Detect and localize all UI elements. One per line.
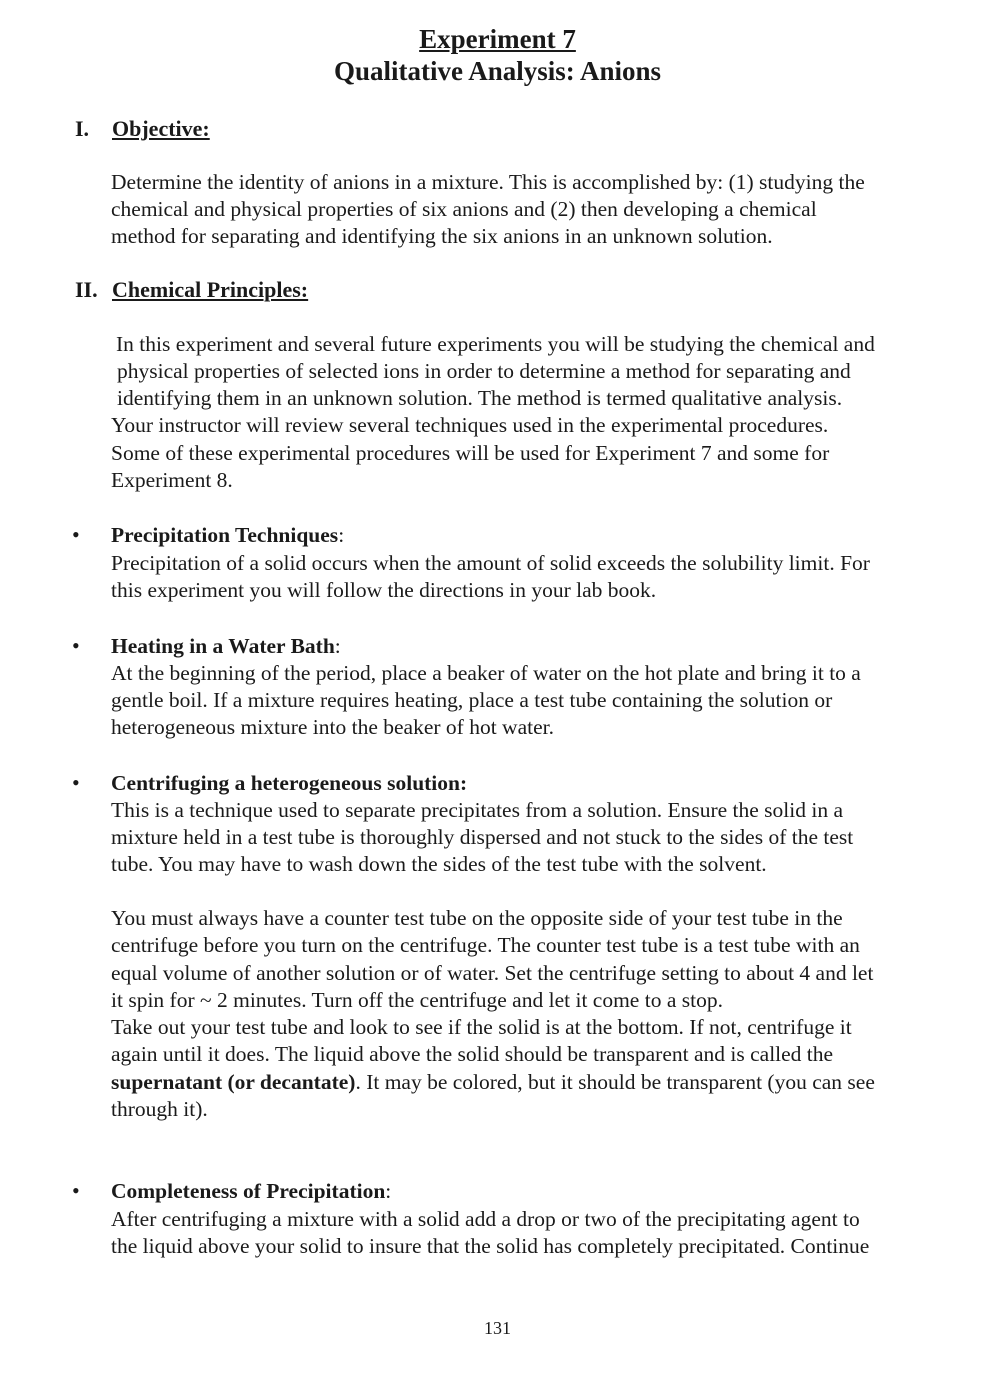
bullet-line: gentle boil. If a mixture requires heating, place a test tube containing the solution or — [111, 688, 833, 712]
bullet-line: Take out your test tube and look to see if the solid is at the bottom. If not, centrifuge it — [111, 1015, 852, 1039]
bullet-line: tube. You may have to wash down the sides of the test tube with the solvent. — [111, 852, 767, 876]
bullet-marker: • — [72, 1178, 80, 1203]
principles-line: physical properties of selected ions in order to determine a method for separating and — [117, 359, 851, 383]
bullet-heading-centrifuging: Centrifuging a heterogeneous solution: — [111, 771, 468, 795]
bullet-line: through it). — [111, 1097, 208, 1121]
bullet-heading-precipitation: Precipitation Techniques: — [111, 523, 345, 547]
principles-line: Your instructor will review several techniques used in the experimental procedures. — [111, 413, 829, 437]
objective-line: method for separating and identifying the six anions in an unknown solution. — [111, 224, 773, 248]
bullet-heading-completeness: Completeness of Precipitation: — [111, 1179, 392, 1203]
page-number: 131 — [484, 1318, 511, 1338]
page-title: Experiment 7 — [419, 24, 576, 54]
bold-term-supernatant: supernatant (or decantate) — [111, 1070, 356, 1094]
bullet-line: heterogeneous mixture into the beaker of hot water. — [111, 715, 554, 739]
bullet-line: this experiment you will follow the directions in your lab book. — [111, 578, 657, 602]
bullet-line: supernatant (or decantate). It may be colored, but it should be transparent (you can see — [111, 1070, 875, 1094]
bullet-line: After centrifuging a mixture with a solid add a drop or two of the precipitating agent to — [111, 1207, 860, 1231]
bullet-marker: • — [72, 633, 80, 658]
page-subtitle: Qualitative Analysis: Anions — [333, 56, 662, 86]
principles-line: In this experiment and several future experiments you will be studying the chemical and — [116, 332, 875, 356]
bullet-line: At the beginning of the period, place a beaker of water on the hot plate and bring it to a — [111, 661, 861, 685]
bullet-line: This is a technique used to separate precipitates from a solution. Ensure the solid in a — [111, 798, 843, 822]
principles-line: Experiment 8. — [111, 468, 233, 492]
section-heading-objective: I. Objective: — [75, 116, 210, 141]
bullet-line: Precipitation of a solid occurs when the amount of solid exceeds the solubility limit. For — [111, 551, 870, 575]
section-heading-principles: II. Chemical Principles: — [75, 277, 309, 302]
objective-line: Determine the identity of anions in a mixture. This is accomplished by: (1) studying the — [111, 170, 865, 194]
principles-line: Some of these experimental procedures will be used for Experiment 7 and some for — [111, 441, 830, 465]
bullet-marker: • — [72, 770, 80, 795]
principles-line: identifying them in an unknown solution. The method is termed qualitative analysis. — [117, 386, 843, 410]
bullet-line: centrifuge before you turn on the centrifuge. The counter test tube is a test tube with an — [111, 933, 860, 957]
bullet-line: again until it does. The liquid above the solid should be transparent and is called the — [111, 1042, 834, 1066]
bullet-marker: • — [72, 522, 80, 547]
bullet-heading-water-bath: Heating in a Water Bath: — [111, 634, 341, 658]
bullet-line: equal volume of another solution or of water. Set the centrifuge setting to about 4 and let — [111, 961, 874, 985]
bullet-line: the liquid above your solid to insure that the solid has completely precipitated. Continue — [111, 1234, 870, 1258]
objective-line: chemical and physical properties of six anions and (2) then developing a chemical — [111, 197, 817, 221]
bullet-line: You must always have a counter test tube on the opposite side of your test tube in the — [111, 906, 843, 930]
bullet-line: mixture held in a test tube is thoroughly dispersed and not stuck to the sides of the test — [111, 825, 854, 849]
bullet-line: it spin for ~ 2 minutes. Turn off the centrifuge and let it come to a stop. — [111, 988, 723, 1012]
